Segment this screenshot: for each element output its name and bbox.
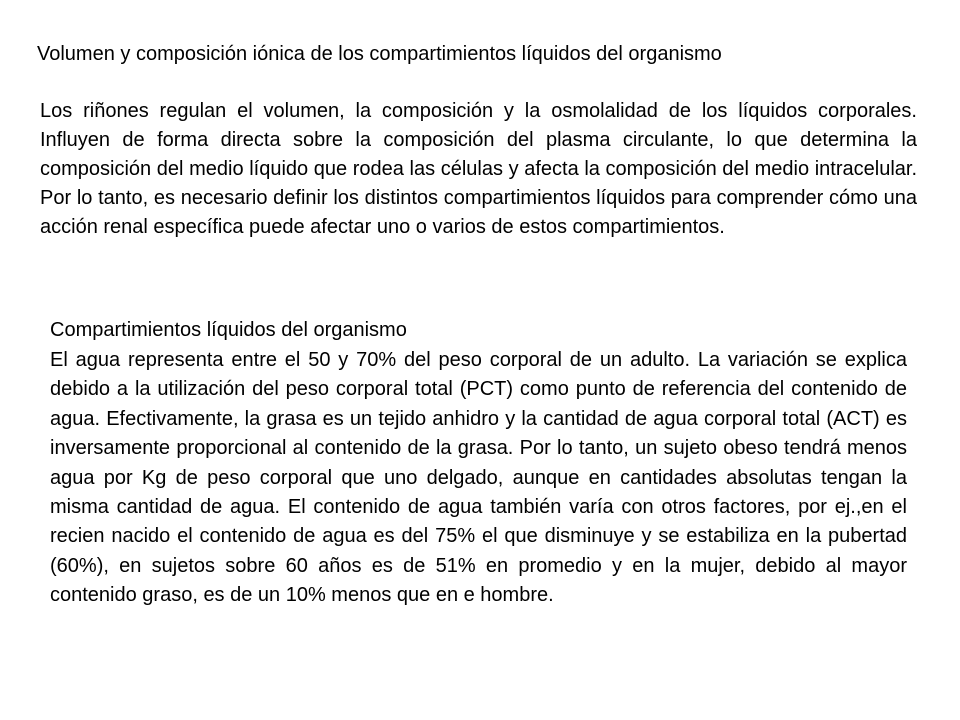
document-title: Volumen y composición iónica de los compartimientos líquidos del organismo [37,43,722,65]
intro-paragraph: Los riñones regulan el volumen, la composición y la osmolalidad de los líquidos corporales. Influyen de forma directa sobre la composición del plasma circulante, lo que determina la composición del medio líquido que rodea las células y afecta la composición del medio intracelular. Por lo tanto, es necesario definir los distintos compartimientos líquidos para comprender cómo una acción renal específica puede afectar uno o varios de estos compartimientos. [40,100,917,238]
section-heading: Compartimientos líquidos del organismo [50,319,407,341]
section-body-paragraph: El agua representa entre el 50 y 70% del peso corporal de un adulto. La variación se explica debido a la utilización del peso corporal total (PCT) como punto de referencia del contenido de agua. Efectivamente, la grasa es un tejido anhidro y la cantidad de agua corporal total (ACT) es inversamente proporcional al contenido de la grasa. Por lo tanto, un sujeto obeso tendrá menos agua por Kg de peso corporal que uno delgado, aunque en cantidades absolutas tengan la misma cantidad de agua. El contenido de agua también varía con otros factores, por ej.,en el recien nacido el contenido de agua es del 75% el que disminuye y se estabiliza en la pubertad (60%), en sujetos sobre 60 años es de 51% en promedio y en la mujer, debido al mayor contenido graso, es de un 10% menos que en e hombre. [50,349,907,607]
